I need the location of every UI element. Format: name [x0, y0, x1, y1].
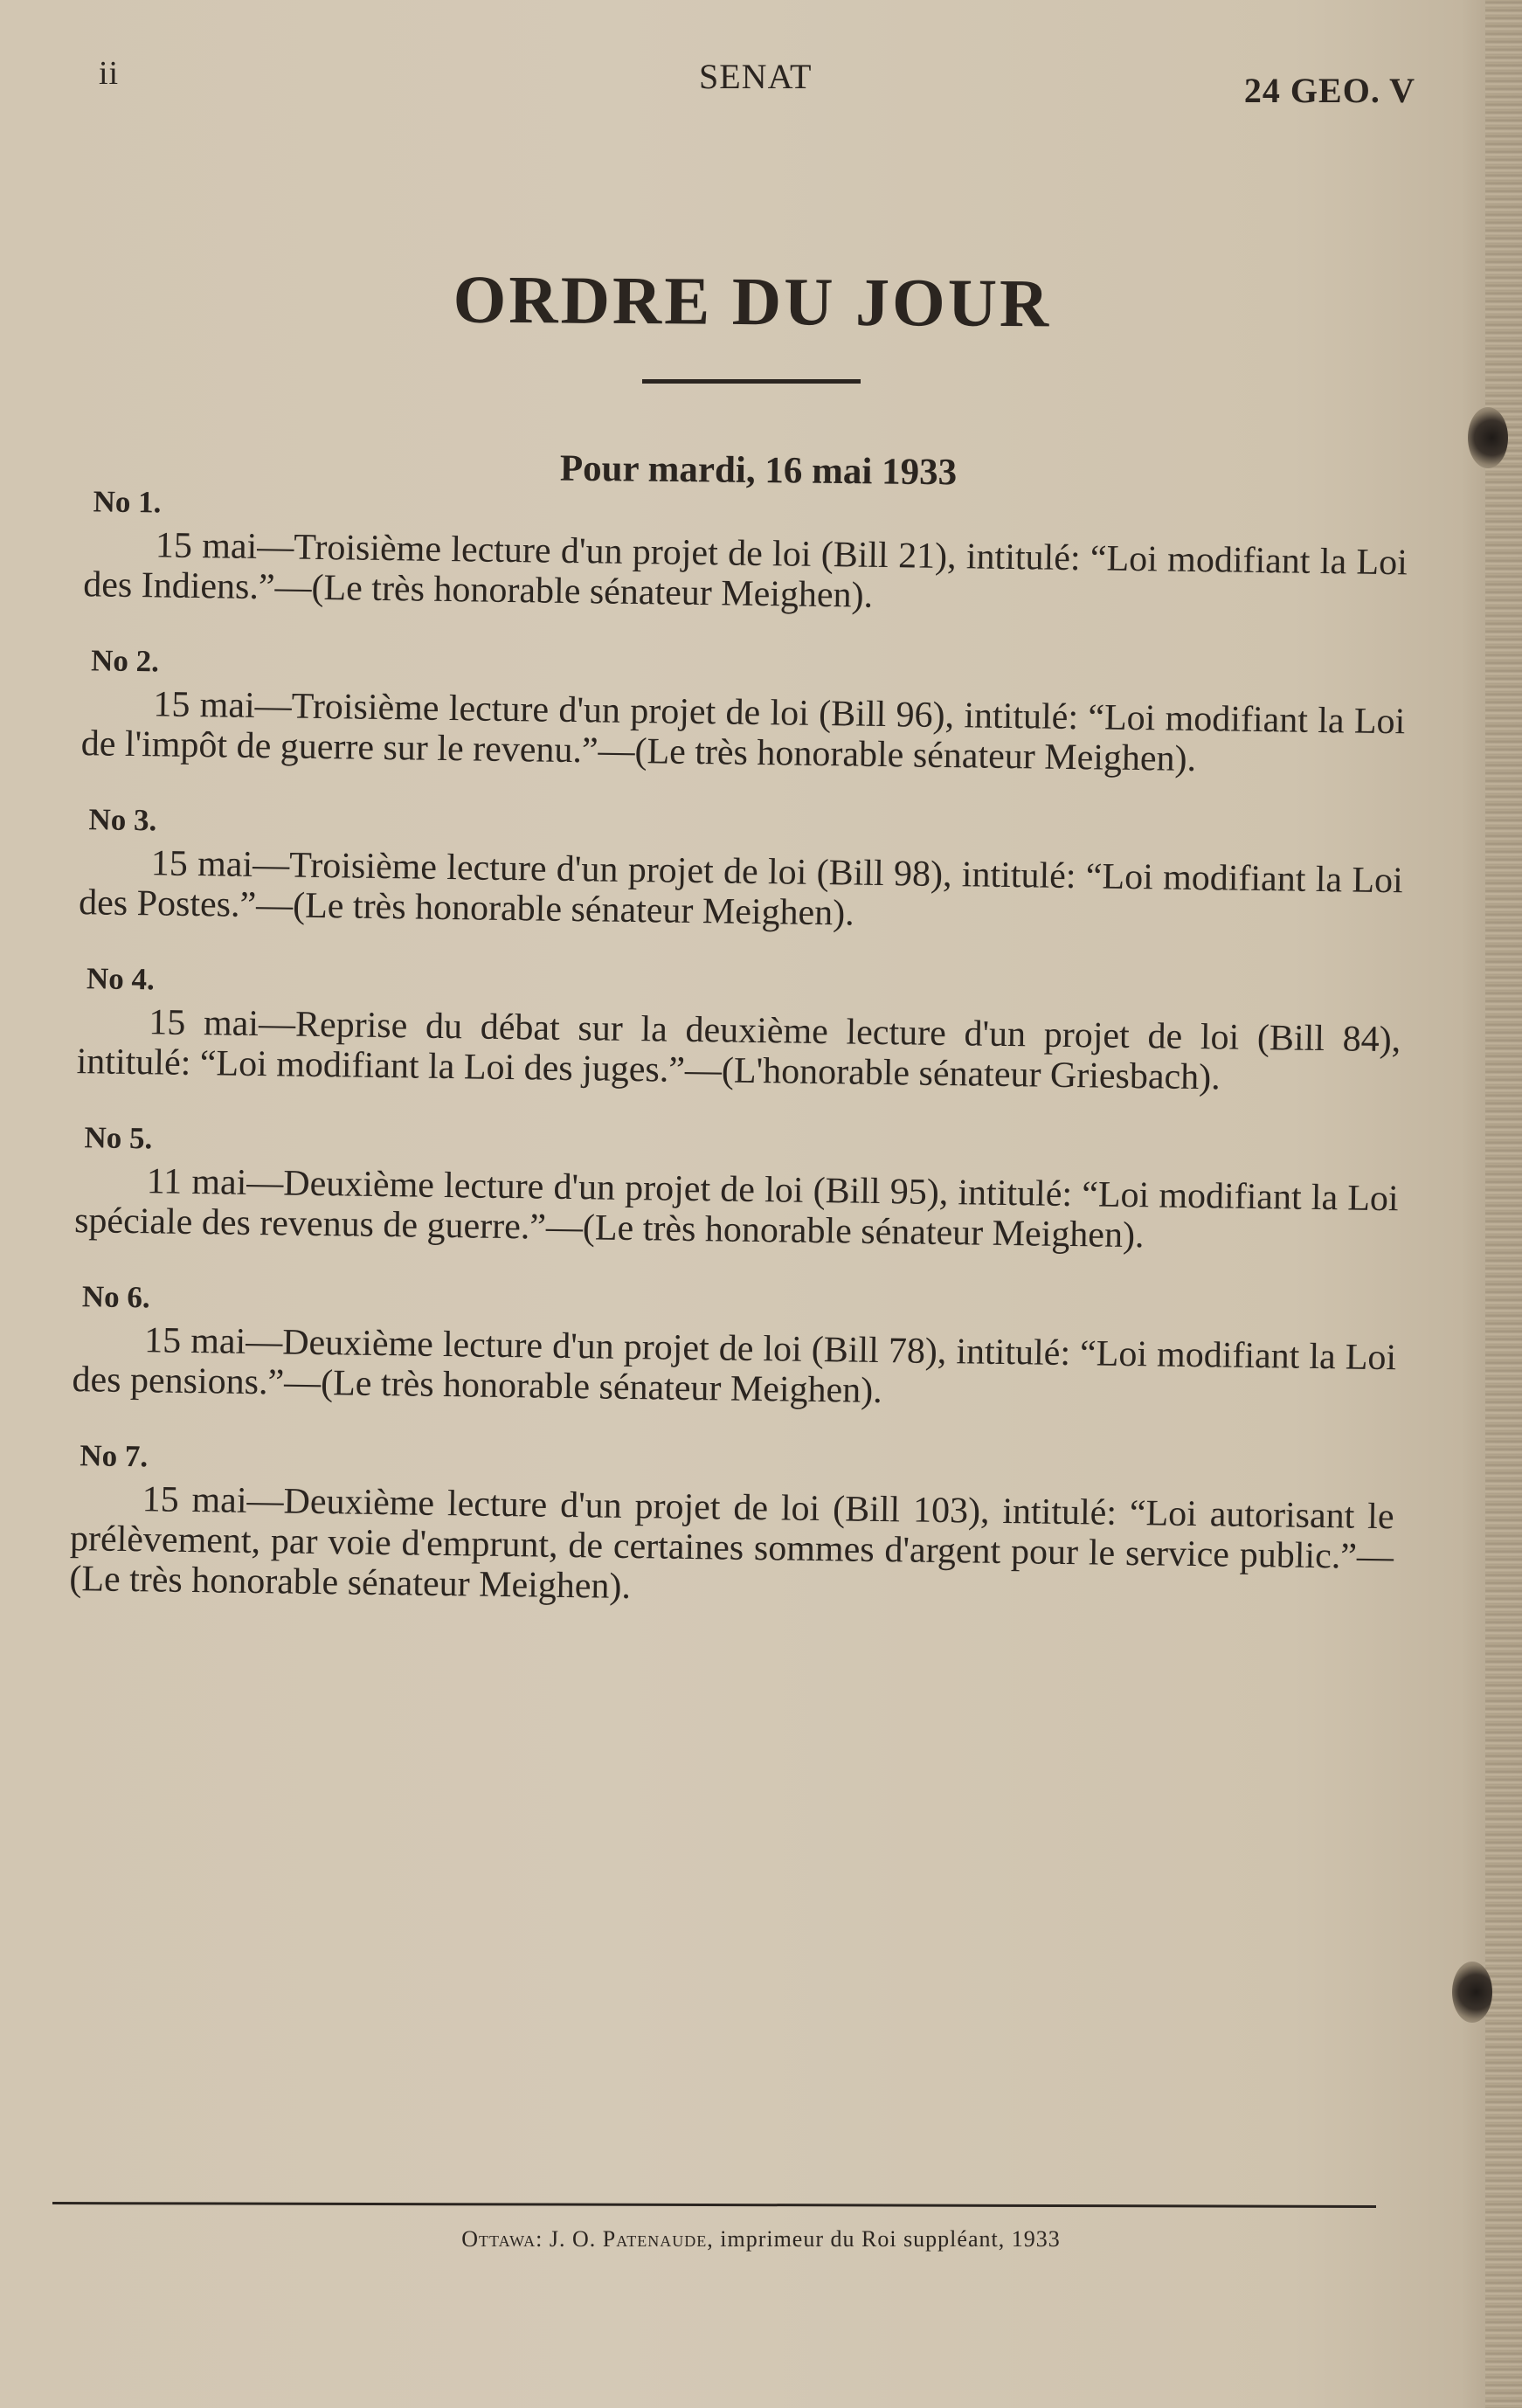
order-number: No 4.	[86, 961, 156, 997]
order-number: No 5.	[84, 1120, 153, 1156]
imprint-footer	[0, 2226, 1522, 2252]
date-line: Pour mardi, 16 mai 1933	[559, 447, 958, 494]
order-item	[59, 1274, 1397, 1418]
imprint-printer-name: Patenaude,	[602, 2226, 714, 2252]
order-item	[63, 956, 1401, 1100]
order-text: 15 mai—Deuxième lecture d'un projet de loi (Bill 103), intitulé: “Loi autorisant le prélèvement, par voie d'emprunt, de certaines sommes d'argent pour le service public.”—(Le très honorable sénateur Meighen).	[69, 1479, 1394, 1608]
imprint-printer-initials: J. O.	[549, 2226, 597, 2252]
orders-list	[56, 479, 1408, 1650]
order-number: No 1.	[93, 484, 162, 520]
order-number: No 2.	[90, 643, 160, 679]
order-item	[70, 479, 1408, 623]
order-text: 15 mai—Troisième lecture d'un projet de loi (Bill 21), intitulé: “Loi modifiant la Loi des Indiens.”—(Le très honorable sénateur Meighen).	[82, 525, 1408, 616]
punch-hole-bottom	[1452, 1962, 1492, 2023]
order-number: No 6.	[81, 1279, 150, 1315]
page-title: ORDRE DU JOUR	[453, 260, 1052, 342]
binding-edge	[1485, 0, 1522, 2408]
page-header	[0, 54, 1522, 110]
order-item	[61, 1115, 1400, 1259]
session-label: 24 GEO. V	[1243, 71, 1415, 110]
imprint-printer-role: imprimeur du Roi suppléant, 1933	[720, 2226, 1061, 2252]
imprint-place: Ottawa:	[461, 2226, 543, 2252]
order-item	[56, 1433, 1395, 1617]
order-text: 15 mai—Deuxième lecture d'un projet de loi (Bill 78), intitulé: “Loi modifiant la Loi des pensions.”—(Le très honorable sénateur Meighen).	[72, 1320, 1397, 1412]
order-item	[67, 638, 1406, 782]
order-text: 11 mai—Deuxième lecture d'un projet de loi (Bill 95), intitulé: “Loi modifiant la Loi spéciale des revenus de guerre.”—(Le très honorable sénateur Meighen).	[73, 1161, 1399, 1256]
order-text: 15 mai—Troisième lecture d'un projet de loi (Bill 96), intitulé: “Loi modifiant la Loi de l'impôt de guerre sur le revenu.”—(Le très honorable sénateur Meighen).	[80, 684, 1406, 779]
title-rule	[642, 379, 861, 384]
order-text: 15 mai—Reprise du débat sur la deuxième lecture d'un projet de loi (Bill 84), intitulé: “Loi modifiant la Loi des juges.”—(L'honorable sénateur Griesbach).	[76, 1002, 1401, 1098]
order-number: No 7.	[80, 1438, 149, 1474]
order-text: 15 mai—Troisième lecture d'un projet de loi (Bill 98), intitulé: “Loi modifiant la Loi des Postes.”—(Le très honorable sénateur Meighen).	[78, 843, 1404, 934]
order-number: No 3.	[88, 802, 157, 838]
page-number: ii	[99, 55, 120, 92]
running-head: SENAT	[699, 57, 813, 96]
order-item	[66, 797, 1404, 941]
